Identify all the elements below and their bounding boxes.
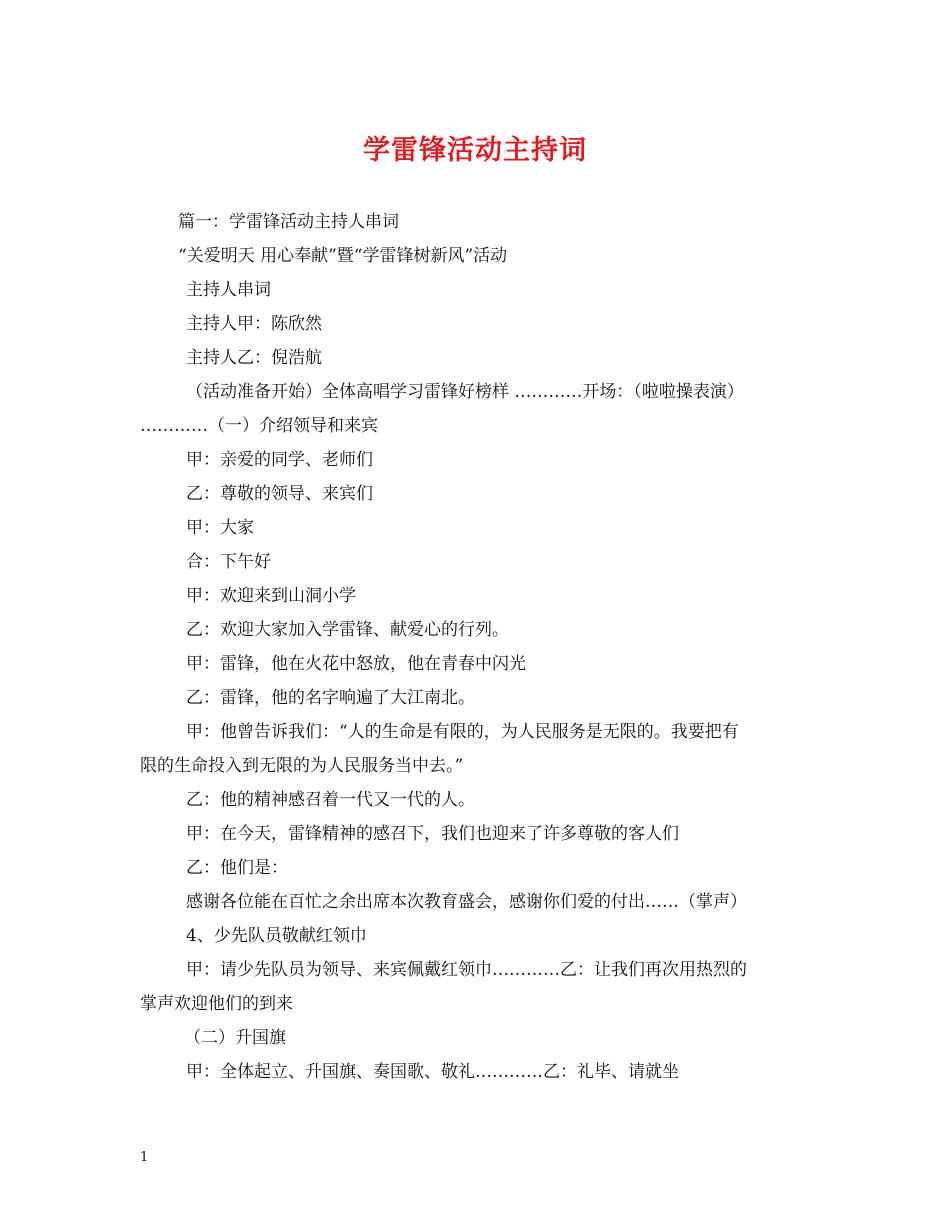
dialogue-line: 甲：在今天，雷锋精神的感召下，我们也迎来了许多尊敬的客人们 [186, 824, 679, 844]
document-body [140, 205, 815, 1089]
dialogue-line: 甲：请少先队员为领导、来宾佩戴红领巾…………乙：让我们再次用热烈的 [186, 960, 747, 980]
paragraph-line: “关爱明天 用心奉献”暨“学雷锋树新风”活动 [178, 246, 508, 266]
dialogue-line: 掌声欢迎他们的到来 [140, 994, 293, 1014]
paragraph-line: 主持人串词 [186, 280, 271, 300]
dialogue-line: 限的生命投入到无限的为人民服务当中去。” [140, 756, 464, 776]
page-number: 1 [140, 1150, 149, 1165]
section-heading: 篇一：学雷锋活动主持人串词 [178, 212, 399, 232]
section-heading: （二）升国旗 [184, 1028, 286, 1048]
dialogue-line: 乙：他们是： [186, 858, 288, 878]
paragraph-line: …………（一）介绍领导和来宾 [140, 416, 378, 436]
dialogue-line: 乙：欢迎大家加入学雷锋、献爱心的行列。 [186, 620, 509, 640]
dialogue-line: 甲：他曾告诉我们：“人的生命是有限的，为人民服务是无限的。我要把有 [186, 722, 739, 742]
dialogue-line: 乙：尊敬的领导、来宾们 [186, 484, 373, 504]
dialogue-line: 甲：欢迎来到山洞小学 [186, 586, 356, 606]
dialogue-line: 甲：雷锋，他在火花中怒放，他在青春中闪光 [186, 654, 526, 674]
document-title: 学雷锋活动主持词 [363, 135, 587, 166]
dialogue-line: 合：下午好 [186, 552, 271, 572]
dialogue-line: 乙：雷锋，他的名字响遍了大江南北。 [186, 688, 475, 708]
paragraph-line: 4、少先队员敬献红领巾 [186, 926, 367, 946]
dialogue-line: 乙：他的精神感召着一代又一代的人。 [186, 790, 475, 810]
dialogue-line: 甲：全体起立、升国旗、奏国歌、敬礼…………乙：礼毕、请就坐 [186, 1062, 679, 1082]
paragraph-line: 感谢各位能在百忙之余出席本次教育盛会，感谢你们爱的付出……（掌声） [186, 892, 747, 912]
dialogue-line: 甲：大家 [186, 518, 254, 538]
paragraph-line: （活动准备开始）全体高唱学习雷锋好榜样 …………开场：（啦啦操表演） [186, 382, 744, 402]
dialogue-line: 甲：亲爱的同学、老师们 [186, 450, 373, 470]
paragraph-line: 主持人甲：陈欣然 [186, 314, 322, 334]
paragraph-line: 主持人乙：倪浩航 [186, 348, 322, 368]
